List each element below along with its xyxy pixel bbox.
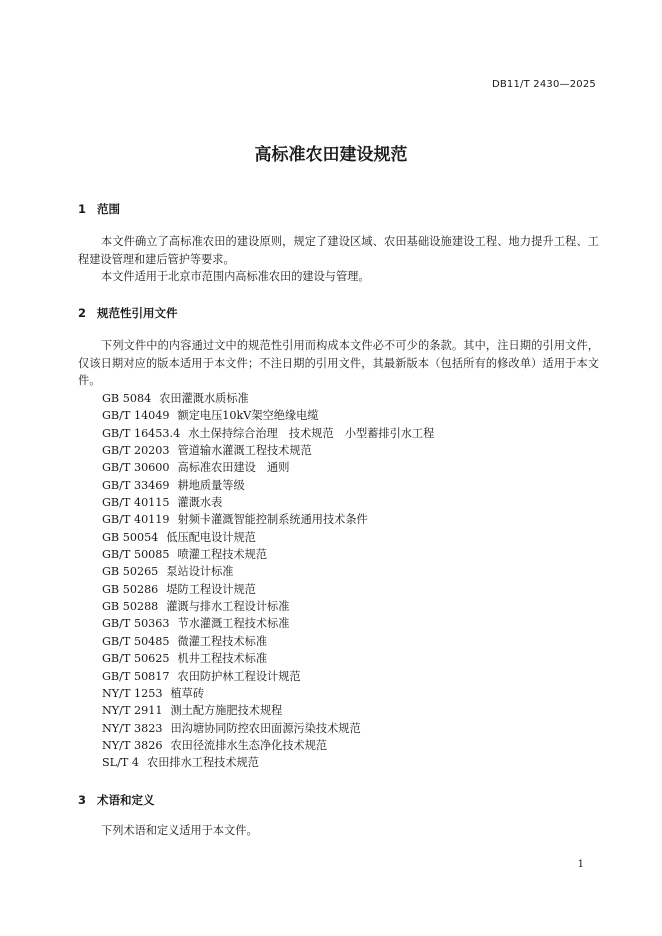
section-2-heading: [78, 305, 178, 321]
document-code: DB11/T 2430—2025: [491, 79, 596, 90]
terms-intro: [78, 822, 599, 840]
reference-code: GB/T 33469: [102, 478, 170, 492]
reference-code: NY/T 1253: [102, 686, 163, 700]
reference-item: [102, 425, 434, 442]
reference-code: GB/T 14049: [102, 409, 170, 423]
reference-code: GB/T 50625: [102, 652, 170, 666]
reference-item: [102, 546, 434, 563]
reference-code: SL/T 4: [102, 756, 139, 770]
paragraph: 下列术语和定义适用于本文件。: [101, 824, 258, 837]
reference-title: 堤防工程设计规范: [166, 582, 256, 596]
reference-title: 泵站设计标准: [166, 565, 234, 579]
reference-item: [102, 581, 434, 598]
reference-item: [102, 598, 434, 615]
paragraph: 本文件适用于北京市范围内高标准农田的建设与管理。: [101, 270, 370, 283]
reference-title: 管道输水灌溉工程技术规范: [177, 444, 312, 458]
reference-item: [102, 615, 434, 632]
reference-title: 农田防护林工程设计规范: [177, 669, 301, 683]
paragraph: 本文件确立了高标准农田的建设原则，规定了建设区域、农田基础设施建设工程、地力提升工程、工程建设管理和建后管护等要求。: [78, 235, 599, 266]
document-title: 高标准农田建设规范: [254, 145, 408, 165]
reference-item: [102, 477, 434, 494]
reference-item: [102, 668, 434, 685]
reference-code: GB/T 50817: [102, 669, 170, 683]
reference-item: [102, 511, 434, 528]
reference-title: 额定电压10kV架空绝缘电缆: [177, 409, 319, 423]
reference-title: 射频卡灌溉智能控制系统通用技术条件: [177, 513, 368, 527]
reference-title: 灌溉水表: [177, 496, 223, 510]
reference-title: 植草砖: [170, 686, 205, 700]
reference-code: GB/T 50485: [102, 634, 170, 648]
reference-code: GB 5084: [102, 392, 152, 405]
reference-item: [102, 529, 434, 546]
reference-code: NY/T 3826: [102, 738, 163, 752]
reference-item: [102, 390, 434, 407]
reference-title: 低压配电设计规范: [166, 530, 256, 544]
section-number: 3: [78, 793, 87, 807]
reference-item: [102, 702, 434, 719]
reference-code: GB/T 40119: [102, 513, 170, 527]
reference-item: [102, 407, 434, 424]
section-title: 规范性引用文件: [97, 306, 178, 320]
reference-item: [102, 720, 434, 737]
reference-code: GB/T 20203: [102, 444, 170, 458]
reference-item: [102, 650, 434, 667]
reference-title: 农田灌溉水质标准: [159, 392, 249, 405]
reference-item: [102, 442, 434, 459]
reference-code: NY/T 3823: [102, 721, 163, 735]
reference-title: 灌溉与排水工程设计标准: [166, 600, 290, 614]
scope-text: [78, 233, 599, 286]
reference-item: [102, 737, 434, 754]
reference-code: GB 50288: [102, 600, 159, 614]
reference-item: [102, 633, 434, 650]
reference-code: GB/T 50085: [102, 548, 170, 562]
reference-title: 农田排水工程技术规范: [147, 756, 259, 770]
reference-title: 水土保持综合治理 技术规范 小型蓄排引水工程: [188, 426, 435, 440]
reference-code: NY/T 2911: [102, 704, 163, 718]
reference-title: 田沟塘协同防控农田面源污染技术规范: [170, 721, 361, 735]
reference-code: GB/T 50363: [102, 617, 170, 631]
reference-title: 喷灌工程技术规范: [177, 548, 268, 562]
reference-code: GB 50286: [102, 582, 159, 596]
reference-code: GB 50054: [102, 530, 159, 544]
reference-item: [102, 494, 434, 511]
reference-title: 高标准农田建设 通则: [177, 461, 290, 475]
reference-code: GB 50265: [102, 565, 159, 579]
reference-code: GB/T 40115: [102, 496, 170, 510]
normative-intro: [78, 337, 599, 390]
reference-title: 节水灌溉工程技术标准: [177, 617, 290, 631]
section-3-heading: [78, 792, 155, 808]
page-number: 1: [577, 859, 584, 870]
reference-item: [102, 685, 434, 702]
section-number: 1: [78, 202, 87, 216]
paragraph: 下列文件中的内容通过文中的规范性引用而构成本文件必不可少的条款。其中，注日期的引用文件，仅该日期对应的版本适用于本文件；不注日期的引用文件，其最新版本（包括所有的修改单）适用于本文件。: [78, 339, 599, 387]
reference-item: [102, 459, 434, 476]
reference-title: 机井工程技术标准: [177, 652, 268, 666]
reference-list: [102, 390, 434, 772]
reference-item: [102, 563, 434, 580]
section-title: 范围: [97, 202, 120, 216]
reference-title: 耕地质量等级: [177, 478, 245, 492]
reference-title: 农田径流排水生态净化技术规范: [170, 738, 328, 752]
reference-title: 测土配方施肥技术规程: [170, 704, 283, 718]
reference-code: GB/T 30600: [102, 461, 170, 475]
reference-item: [102, 754, 434, 771]
section-number: 2: [78, 306, 87, 320]
section-title: 术语和定义: [97, 793, 155, 807]
reference-code: GB/T 16453.4: [102, 426, 181, 440]
section-1-heading: [78, 201, 120, 217]
reference-title: 微灌工程技术标准: [177, 634, 268, 648]
